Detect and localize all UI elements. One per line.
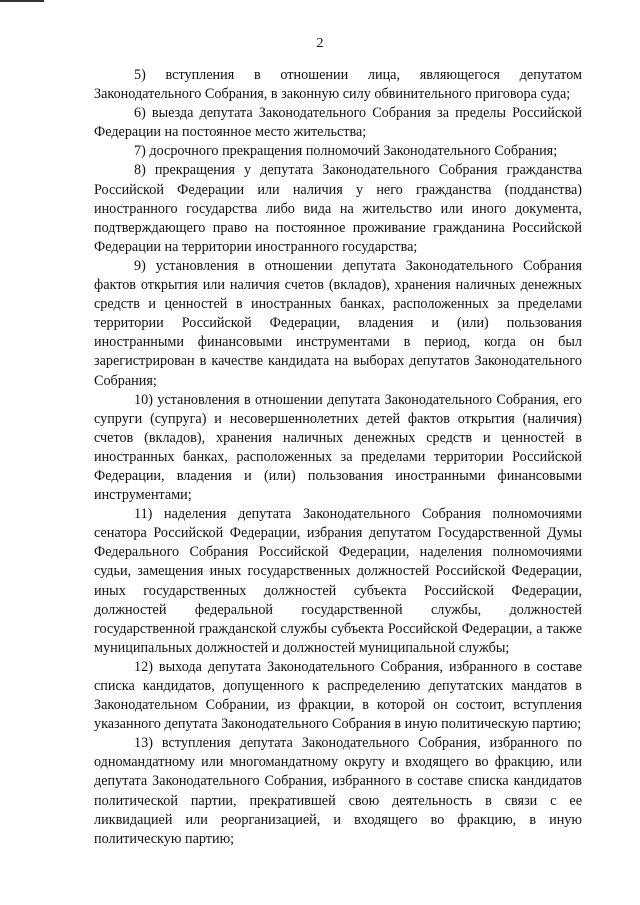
paragraph-item-8: 8) прекращения у депутата Законодательного Собрания гражданства Российской Федерации или наличия у него гражданства (подданства) иностранного государства либо вида на жительство или иного документа, подтверждающего право на постоянное проживание гражданина Российской Федерации на территории иностранного государства;: [94, 162, 582, 255]
paragraph-item-7: 7) досрочного прекращения полномочий Законодательного Собрания;: [134, 143, 558, 160]
paragraph-item-11: 11) наделения депутата Законодательного Собрания полномочиями сенатора Российской Федерации, избрания депутатом Государственной Думы Федерального Собрания Российской Федерации, наделения полномочиями судьи, замещения иных государственных должностей Российской Федерации, иных государственных должностей субъекта Российской Федерации, должностей федеральной государственной службы, должностей государственной гражданской службы субъекта Российской Федерации, а также муниципальных должностей и должностей муниципальной службы;: [94, 506, 582, 656]
paragraph-item-5: 5) вступления в отношении лица, являющегося депутатом Законодательного Собрания, в законную силу обвинительного приговора суда;: [94, 67, 582, 103]
page-number: 2: [316, 36, 324, 51]
scan-edge-mark: [0, 0, 44, 6]
paragraph-item-9: 9) установления в отношении депутата Законодательного Собрания фактов открытия или наличия счетов (вкладов), хранения наличных денежных средств и ценностей в иностранных банках, расположенных за пределами территории Российской Федерации, владения и (или) пользования иностранными финансовыми инструментами в период, когда он был зарегистрирован в качестве кандидата на выборах депутатов Законодательного Собрания;: [94, 257, 582, 389]
paragraph-item-6: 6) выезда депутата Законодательного Собрания за пределы Российской Федерации на постоянное место жительства;: [94, 105, 582, 141]
document-body: [94, 66, 582, 849]
paragraph-item-13: 13) вступления депутата Законодательного Собрания, избранного по одномандатному или многомандатному округу и входящего во фракцию, или депутата Законодательного Собрания, избранного в составе списка кандидатов политической партии, прекратившей свою деятельность в связи с ее ликвидацией или реорганизацией, и входящего во фракцию, в иную политическую партию;: [94, 735, 582, 847]
paragraph-item-12: 12) выхода депутата Законодательного Собрания, избранного в составе списка кандидатов, допущенного к распределению депутатских мандатов в Законодательном Собрании, из фракции, в которой он состоит, вступления указанного депутата Законодательного Собрания в иную политическую партию;: [94, 658, 582, 733]
paragraph-item-10: 10) установления в отношении депутата Законодательного Собрания, его супруги (супруга) и несовершеннолетних детей фактов открытия (наличия) счетов (вкладов), хранения наличных денежных средств и ценностей в иностранных банках, расположенных за пределами территории Российской Федерации, владения и (или) пользования иностранными финансовыми инструментами;: [94, 391, 582, 504]
